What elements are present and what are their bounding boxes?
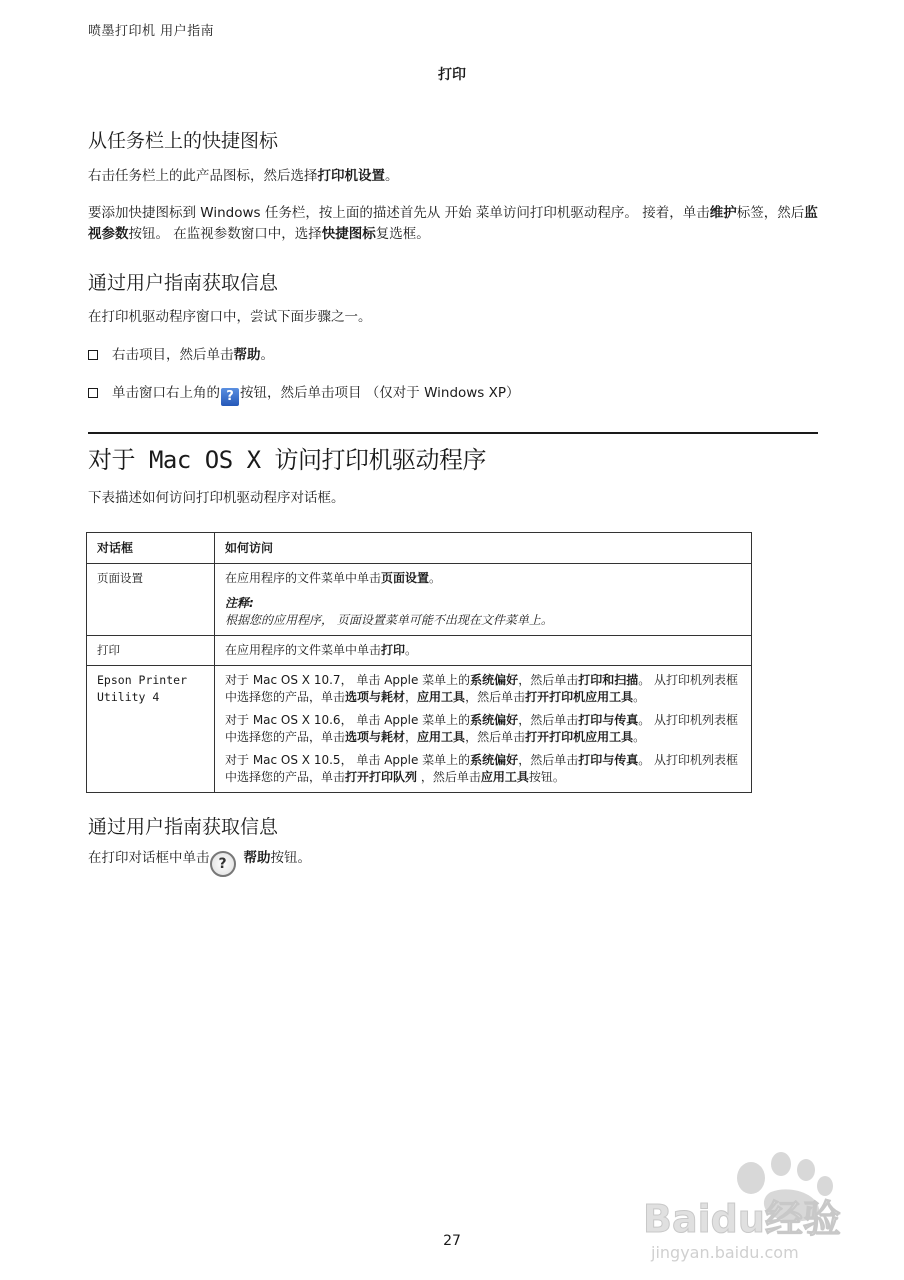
table-header-dialog: 对话框: [87, 533, 215, 564]
instruction-10-5: 对于 Mac OS X 10.5， 单击 Apple 菜单上的系统偏好，然后单击打印与传真。 从打印机列表框中选择您的产品，单击打开打印队列 ，然后单击应用工具按钮。: [225, 753, 739, 784]
dialog-access-table: [86, 532, 752, 793]
bullet-item-help-button: 单击窗口右上角的 ? 按钮，然后单击项目 （仅对于 Windows XP）: [88, 383, 520, 406]
printer-settings-term: 打印机设置: [317, 168, 385, 184]
guide-windows-heading: 通过用户指南获取信息: [88, 272, 279, 294]
instruction-10-6: 对于 Mac OS X 10.6， 单击 Apple 菜单上的系统偏好，然后单击打印与传真。 从打印机列表框中选择您的产品，单击选项与耗材，应用工具，然后单击打开打印机应用工具。: [225, 713, 739, 744]
section-divider: [88, 432, 818, 434]
table-row: [87, 564, 752, 636]
checkbox-bullet-icon: [88, 388, 98, 398]
help-question-icon: ?: [221, 388, 239, 406]
page-number: 27: [443, 1233, 461, 1249]
table-row: [87, 666, 752, 793]
table-cell-how: [215, 666, 752, 793]
running-header: 喷墨打印机 用户指南: [88, 24, 215, 39]
bullet-item-help: 右击项目，然后单击帮助。: [88, 345, 274, 366]
instruction-10-7: 对于 Mac OS X 10.7， 单击 Apple 菜单上的系统偏好，然后单击打印和扫描。 从打印机列表框中选择您的产品，单击选项与耗材，应用工具，然后单击打开打印机应用工具。: [225, 673, 739, 704]
shortcut-icon-term: 快捷图标: [321, 226, 376, 242]
baidu-watermark: [641, 1140, 856, 1265]
taskbar-paragraph-2: 要添加快捷图标到 Windows 任务栏，按上面的描述首先从 开始 菜单访问打印机驱动程序。 接着，单击维护标签，然后监视参数按钮。 在监视参数窗口中，选择快捷图标复选框。: [88, 205, 818, 242]
guide-mac-paragraph: 在打印对话框中单击 ? 帮助按钮。: [88, 848, 311, 877]
table-cell-dialog: Epson Printer Utility 4: [87, 666, 215, 793]
table-cell-dialog: 页面设置: [87, 564, 215, 636]
watermark-brand: Baidu经验: [643, 1197, 841, 1241]
maintenance-term: 维护: [709, 205, 737, 221]
help-circle-icon: ?: [210, 851, 236, 877]
table-header-row: [87, 533, 752, 564]
monitor-params-term: 监视参数: [88, 205, 818, 242]
mac-intro: 下表描述如何访问打印机驱动程序对话框。: [88, 490, 345, 506]
table-row: [87, 636, 752, 666]
table-cell-how: 在应用程序的文件菜单中单击页面设置。 注释: 根据您的应用程序， 页面设置菜单可能不出现在文件菜单上。: [215, 564, 752, 636]
checkbox-bullet-icon: [88, 350, 98, 360]
note-body: 根据您的应用程序， 页面设置菜单可能不出现在文件菜单上。: [225, 613, 553, 627]
section-title: 打印: [438, 67, 466, 83]
note-label: 注释:: [225, 596, 254, 610]
table-cell-how: 在应用程序的文件菜单中单击打印。: [215, 636, 752, 666]
watermark-url: jingyan.baidu.com: [651, 1243, 799, 1262]
taskbar-heading: 从任务栏上的快捷图标: [88, 130, 279, 152]
guide-mac-heading: 通过用户指南获取信息: [88, 816, 279, 838]
mac-section-heading: 对于 Mac OS X 访问打印机驱动程序: [88, 446, 486, 474]
table-cell-dialog: 打印: [87, 636, 215, 666]
guide-windows-intro: 在打印机驱动程序窗口中，尝试下面步骤之一。: [88, 309, 372, 325]
taskbar-paragraph-1: 右击任务栏上的此产品图标，然后选择打印机设置。: [88, 168, 399, 184]
table-header-how: 如何访问: [215, 533, 752, 564]
